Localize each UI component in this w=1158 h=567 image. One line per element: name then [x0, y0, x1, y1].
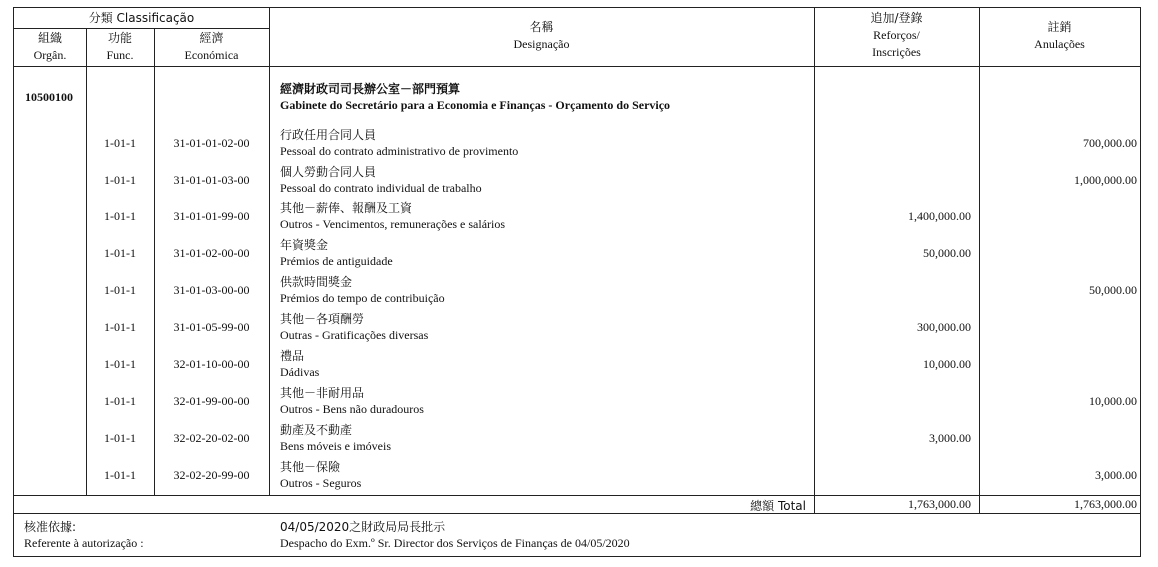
row-reinforcement: 50,000.00 — [923, 246, 971, 260]
header-designation — [269, 19, 814, 53]
row-econ: 31-01-02-00-00 — [173, 246, 250, 260]
header-bottom-line — [14, 66, 1140, 67]
row-name-zh: 禮品 — [280, 349, 305, 363]
authorization-text-pt: Despacho do Exm.º Sr. Director dos Serviços de Finanças de 04/05/2020 — [280, 536, 630, 550]
header-organ — [14, 30, 86, 64]
row-econ: 32-01-99-00-00 — [173, 394, 250, 408]
header-econ-pt: Económica — [184, 48, 239, 62]
row-func: 1-01-1 — [104, 209, 136, 223]
row-name-pt: Outros - Bens não duradouros — [280, 402, 424, 416]
header-organ-zh: 組織 — [37, 31, 62, 45]
header-annulments — [979, 19, 1140, 53]
row-name-pt: Pessoal do contrato individual de trabalho — [280, 181, 482, 195]
row-name-zh: 個人勞動合同人員 — [280, 165, 377, 179]
row-func: 1-01-1 — [104, 136, 136, 150]
total-annulment: 1,763,000.00 — [1074, 497, 1137, 511]
row-name-pt: Prémios do tempo de contribuição — [280, 291, 445, 305]
header-reinforcements — [814, 10, 979, 61]
header-classification: 分類 Classificação — [88, 11, 195, 25]
row-name-pt: Outros - Seguros — [280, 476, 362, 490]
authorization-text-zh: 04/05/2020之財政局局長批示 — [280, 520, 446, 534]
row-name-zh: 其他－各項酬勞 — [280, 312, 365, 326]
row-name-pt: Outras - Gratificações diversas — [280, 328, 429, 342]
row-annulment: 1,000,000.00 — [1074, 173, 1137, 187]
header-designation-zh: 名稱 — [529, 20, 554, 34]
header-reinforcements-zh: 追加/登錄 — [870, 11, 923, 25]
header-reinforcements-pt1: Reforços/ — [873, 28, 920, 42]
header-func-zh: 功能 — [107, 31, 132, 45]
total-bottom-line — [14, 513, 1140, 514]
row-econ: 32-01-10-00-00 — [173, 357, 250, 371]
row-reinforcement: 1,400,000.00 — [908, 209, 971, 223]
header-annulments-pt: Anulações — [1034, 37, 1085, 51]
total-reinforcement: 1,763,000.00 — [908, 497, 971, 511]
row-name-zh: 其他－薪俸、報酬及工資 — [280, 201, 413, 215]
header-econ-zh: 經濟 — [199, 31, 224, 45]
row-econ: 31-01-05-99-00 — [173, 320, 250, 334]
row-reinforcement: 300,000.00 — [917, 320, 971, 334]
budget-table — [13, 7, 1141, 557]
header-annulments-zh: 註銷 — [1047, 20, 1072, 34]
organ-name-pt: Gabinete do Secretário para a Economia e Finanças - Orçamento do Serviço — [280, 98, 671, 112]
header-econ — [154, 30, 269, 64]
header-designation-pt: Designação — [513, 37, 570, 51]
organ-name-zh: 經濟財政司司長辦公室－部門預算 — [280, 82, 461, 96]
classification-divider — [14, 28, 269, 29]
row-annulment: 10,000.00 — [1089, 394, 1137, 408]
organ-code: 10500100 — [25, 90, 73, 104]
row-name-pt: Bens móveis e imóveis — [280, 439, 391, 453]
col-divider-organ — [86, 29, 87, 495]
header-reinforcements-pt2: Inscrições — [872, 45, 921, 59]
total-top-line — [14, 495, 1140, 496]
row-annulment: 50,000.00 — [1089, 283, 1137, 297]
row-name-pt: Dádivas — [280, 365, 320, 379]
col-divider-func — [154, 29, 155, 495]
col-divider-reinforcements — [979, 8, 980, 514]
row-econ: 31-01-03-00-00 — [173, 283, 250, 297]
row-name-zh: 動產及不動產 — [280, 423, 353, 437]
row-func: 1-01-1 — [104, 320, 136, 334]
header-organ-pt: Orgân. — [33, 48, 67, 62]
row-reinforcement: 3,000.00 — [929, 431, 971, 445]
row-econ: 32-02-20-99-00 — [173, 468, 250, 482]
row-name-zh: 其他－保險 — [280, 460, 341, 474]
row-name-zh: 其他－非耐用品 — [280, 386, 365, 400]
total-label: 總額 Total — [750, 499, 806, 513]
row-econ: 31-01-01-03-00 — [173, 173, 250, 187]
row-econ: 32-02-20-02-00 — [173, 431, 250, 445]
header-func — [86, 30, 154, 64]
row-econ: 31-01-01-99-00 — [173, 209, 250, 223]
authorization-label-zh: 核准依據: — [24, 520, 77, 534]
row-func: 1-01-1 — [104, 468, 136, 482]
row-func: 1-01-1 — [104, 394, 136, 408]
row-func: 1-01-1 — [104, 246, 136, 260]
row-name-pt: Outros - Vencimentos, remunerações e salários — [280, 217, 506, 231]
row-annulment: 700,000.00 — [1083, 136, 1137, 150]
row-name-zh: 行政任用合同人員 — [280, 128, 377, 142]
row-name-pt: Prémios de antiguidade — [280, 254, 393, 268]
row-func: 1-01-1 — [104, 173, 136, 187]
row-func: 1-01-1 — [104, 357, 136, 371]
col-divider-econ — [269, 8, 270, 495]
row-func: 1-01-1 — [104, 283, 136, 297]
row-name-zh: 年資獎金 — [280, 238, 329, 252]
row-name-zh: 供款時間獎金 — [280, 275, 353, 289]
header-func-pt: Func. — [106, 48, 134, 62]
row-name-pt: Pessoal do contrato administrativo de provimento — [280, 144, 519, 158]
authorization-label-pt: Referente à autorização : — [24, 536, 144, 550]
row-reinforcement: 10,000.00 — [923, 357, 971, 371]
row-annulment: 3,000.00 — [1095, 468, 1137, 482]
row-econ: 31-01-01-02-00 — [173, 136, 250, 150]
row-func: 1-01-1 — [104, 431, 136, 445]
